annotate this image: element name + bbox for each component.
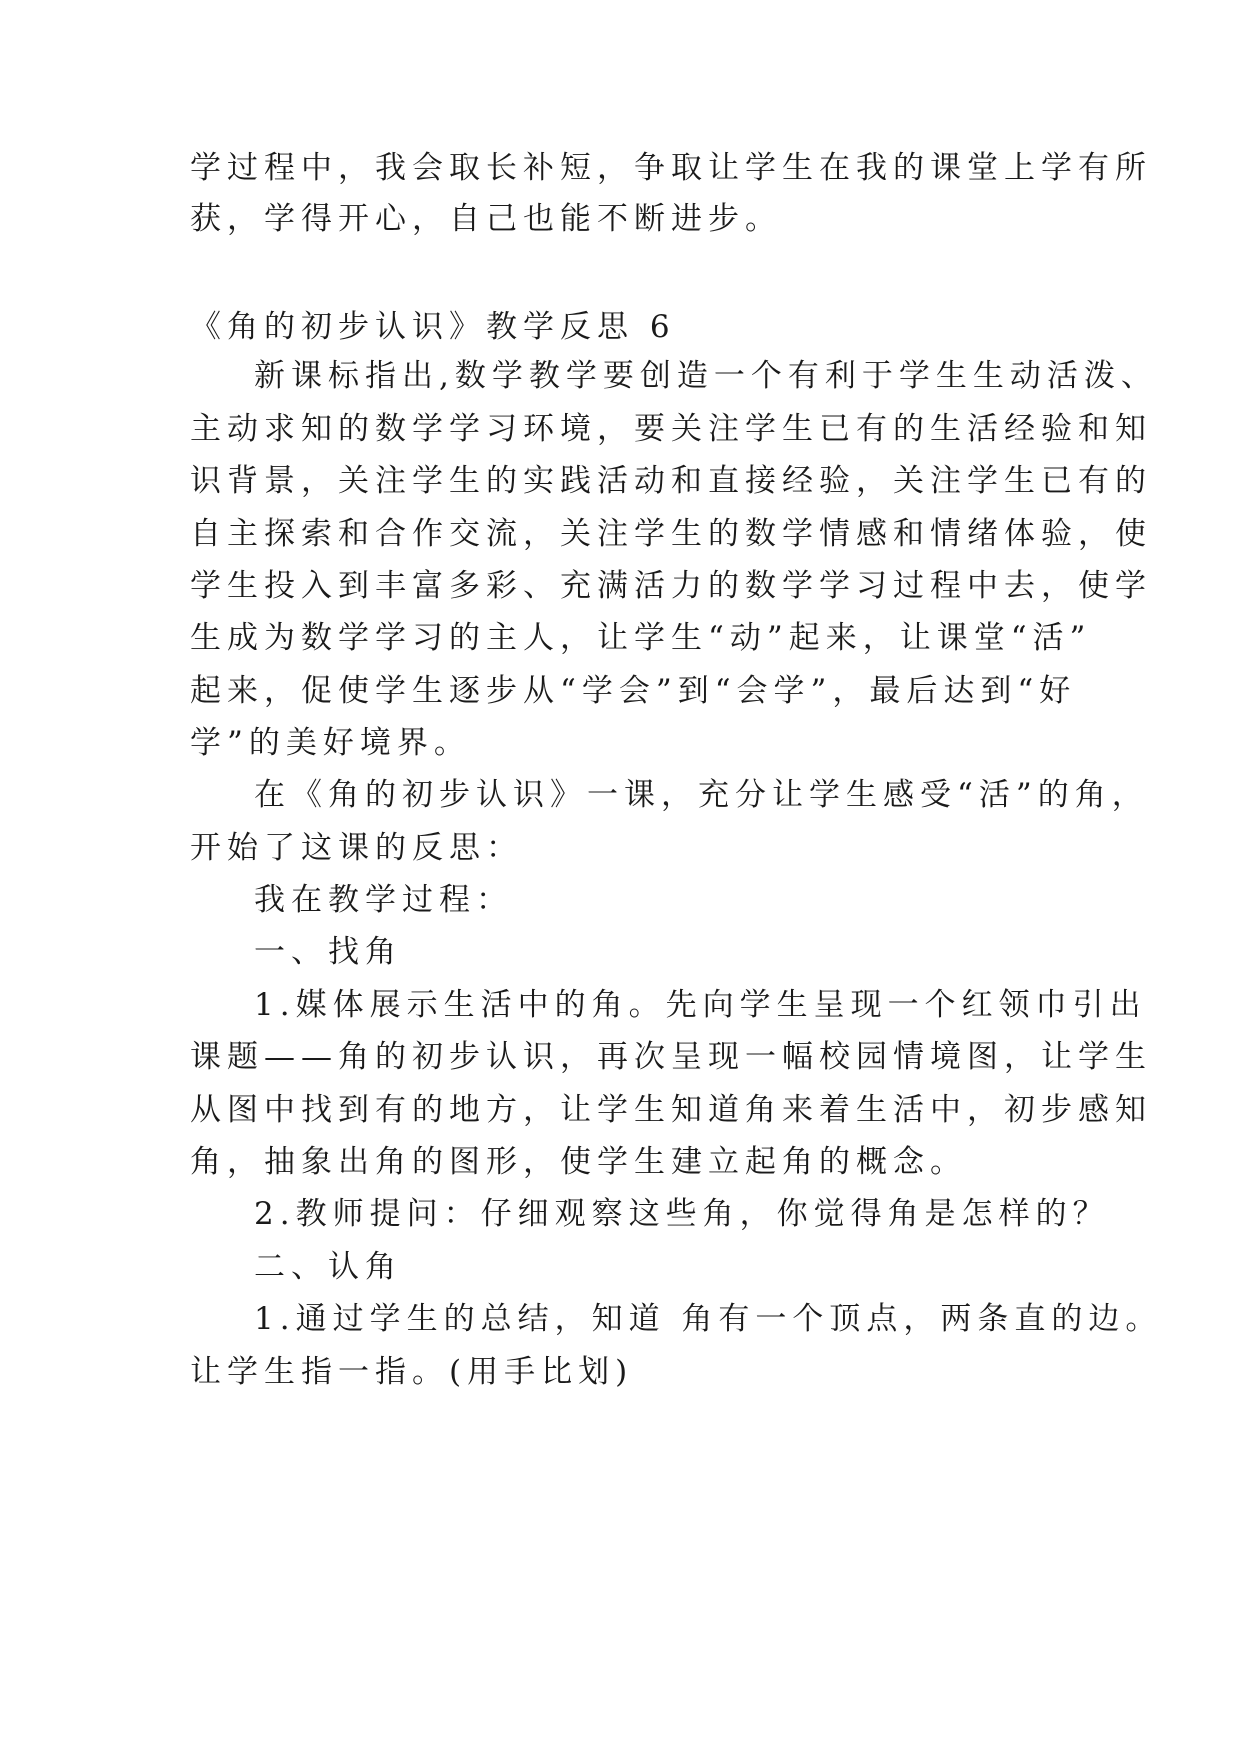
text-line: 起来，促使学生逐步从“学会”到“会学”，最后达到“好: [190, 673, 1077, 709]
text-line: 2.教师提问：仔细观察这些角，你觉得角是怎样的？: [254, 1196, 1110, 1232]
text-line: 学生投入到丰富多彩、充满活力的数学学习过程中去，使学: [190, 568, 1152, 604]
text-line: 我在教学过程：: [254, 882, 513, 918]
subheading: 一、找角: [254, 934, 402, 970]
text-line: 自主探索和合作交流，关注学生的数学情感和情绪体验，使: [190, 516, 1152, 552]
text-line: 1.媒体展示生活中的角。先向学生呈现一个红领巾引出: [254, 987, 1147, 1023]
text-line: 在《角的初步认识》一课，充分让学生感受“活”的角，: [254, 777, 1149, 813]
text-line: 学过程中，我会取长补短，争取让学生在我的课堂上学有所: [190, 150, 1152, 186]
text-line: 新课标指出,数学教学要创造一个有利于学生生动活泼、: [254, 358, 1158, 394]
text-line: 1.通过学生的总结，知道 角有一个顶点，两条直的边。: [254, 1301, 1163, 1337]
text-line: 让学生指一指。(用手比划): [190, 1354, 634, 1390]
text-line: 识背景，关注学生的实践活动和直接经验，关注学生已有的: [190, 463, 1152, 499]
text-line: 学”的美好境界。: [190, 725, 471, 761]
document-page: [190, 0, 1163, 1754]
section-title: 《角的初步认识》教学反思 6: [190, 309, 676, 345]
text-line: 生成为数学学习的主人，让学生“动”起来，让课堂“活”: [190, 620, 1092, 656]
text-line: 角，抽象出角的图形，使学生建立起角的概念。: [190, 1144, 967, 1180]
text-line: 主动求知的数学学习环境，要关注学生已有的生活经验和知: [190, 411, 1152, 447]
subheading: 二、认角: [254, 1249, 402, 1285]
text-line: 课题——角的初步认识，再次呈现一幅校园情境图，让学生: [190, 1039, 1152, 1075]
text-line: 获，学得开心，自己也能不断进步。: [190, 201, 782, 237]
text-line: 从图中找到有的地方，让学生知道角来着生活中，初步感知: [190, 1092, 1152, 1128]
text-line: 开始了这课的反思：: [190, 830, 523, 866]
